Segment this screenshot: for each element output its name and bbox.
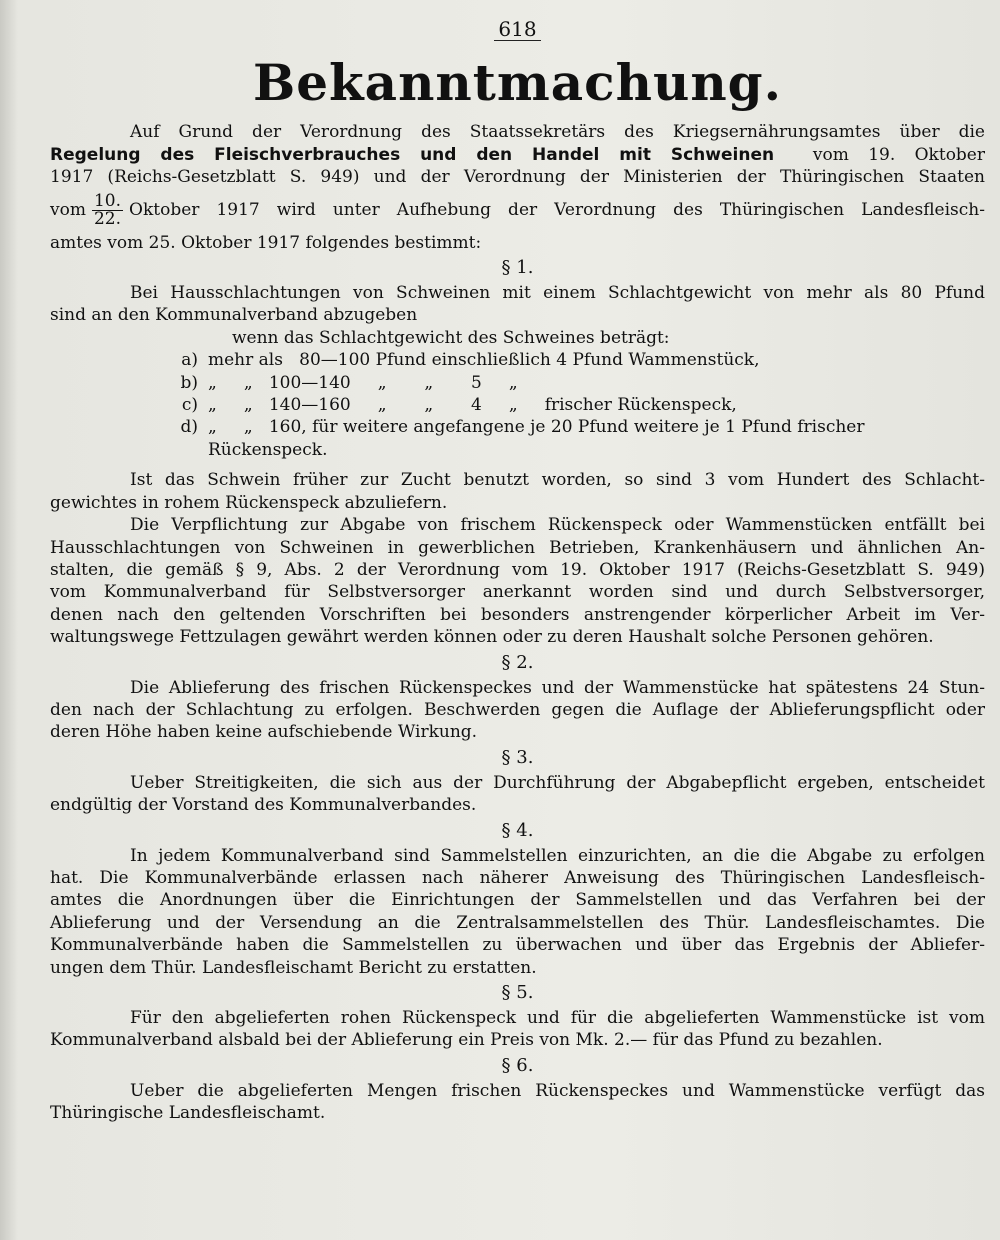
- text-line: sind an den Kommunalverband abzugeben: [50, 305, 418, 326]
- text-line: vom Kommunalverband für Selbstversorger anerkannt worden sind und durch Selbstversorger,: [50, 582, 985, 603]
- bold-heading-text: Regelung des Fleischverbrauches und den Handel mit Schweinen: [50, 144, 775, 165]
- text-line: Die Ablieferung des frischen Rückenspeckes und der Wammenstücke hat spätestens 24 Stun-: [130, 677, 985, 698]
- text-line: stalten, die gemäß § 9, Abs. 2 der Verordnung vom 19. Oktober 1917 (Reichs-Gesetzblatt S. 949): [50, 559, 985, 580]
- section-6: [50, 1080, 985, 1125]
- text-line: Ueber die abgelieferten Mengen frischen Rückenspeckes und Wammenstücke verfügt das: [130, 1080, 985, 1101]
- text-line: 1917 (Reichs-Gesetzblatt S. 949) und der Verordnung der Ministerien der Thüringischen Staaten: [50, 167, 985, 188]
- text-line: wenn das Schlachtgewicht des Schweines beträgt:: [232, 327, 670, 348]
- list-item: a) mehr als 80—100 Pfund einschließlich 4 Pfund Wammenstück,: [181, 350, 760, 371]
- text-line: Ist das Schwein früher zur Zucht benutzt worden, so sind 3 vom Hundert des Schlacht-: [130, 470, 985, 491]
- section-3: [50, 772, 985, 817]
- text-line: Ablieferung und der Versendung an die Zentralsammelstellen des Thür. Landesfleischamtes. Die: [50, 912, 985, 933]
- section-5: [50, 1007, 985, 1052]
- text-line: Die Verpflichtung zur Abgabe von frischem Rückenspeck oder Wammenstücken entfällt bei: [130, 515, 985, 536]
- text-line: Auf Grund der Verordnung des Staatssekretärs des Kriegsernährungsamtes über die: [130, 122, 985, 143]
- section-1: [50, 282, 985, 649]
- text-line: den nach der Schlachtung zu erfolgen. Beschwerden gegen die Auflage der Ablieferungspflicht oder: [50, 699, 985, 720]
- list-item: c) „ „ 140—160 „ „ 4 „ frischer Rückenspeck,: [181, 395, 737, 416]
- section-heading: § 2.: [501, 651, 534, 673]
- text-line: Kommunalverband alsbald bei der Ablieferung ein Preis von Mk. 2.— für das Pfund zu bezahlen.: [50, 1030, 883, 1051]
- text-line: Rückenspeck.: [208, 439, 328, 460]
- text-line: Kommunalverbände haben die Sammelstellen zu überwachen und über das Ergebnis der Abliefer-: [50, 935, 985, 956]
- text-line: Bei Hausschlachtungen von Schweinen mit einem Schlachtgewicht von mehr als 80 Pfund: [130, 283, 985, 304]
- text-line: ungen dem Thür. Landesfleischamt Bericht zu erstatten.: [50, 957, 537, 978]
- page-number: 618: [50, 18, 985, 41]
- section-heading: § 6.: [501, 1054, 534, 1076]
- text-line: amtes vom 25. Oktober 1917 folgendes bestimmt:: [50, 232, 482, 253]
- section-heading: § 1.: [501, 257, 534, 279]
- list-item: b) „ „ 100—140 „ „ 5 „: [180, 372, 518, 393]
- text-line: vom $\frac{10.}{22.}$ Oktober 1917 wird unter Aufhebung der Verordnung des Thüringischen Landesfleisch-: [50, 190, 985, 229]
- text-line: Hausschlachtungen von Schweinen in gewerblichen Betrieben, Krankenhäusern und ähnlichen An-: [50, 537, 985, 558]
- text-line: waltungswege Fettzulagen gewährt werden können oder zu deren Haushalt solche Personen gehören.: [50, 627, 934, 648]
- section-4: [50, 845, 985, 979]
- text-line: Ueber Streitigkeiten, die sich aus der Durchführung der Abgabepflicht ergeben, entscheidet: [130, 772, 985, 793]
- date-fraction: $\frac{10.}{22.}$: [93, 190, 122, 229]
- section-2: [50, 677, 985, 744]
- text-line: Regelung des Fleischverbrauches und den Handel mit Schweinen vom 19. Oktober: [50, 144, 985, 165]
- section-heading: § 5.: [501, 982, 534, 1003]
- text-line: deren Höhe haben keine aufschiebende Wirkung.: [50, 722, 478, 743]
- text-line: amtes die Anordnungen über die Einrichtungen der Sammelstellen und das Verfahren bei der: [50, 890, 985, 911]
- text-line: Thüringische Landesfleischamt.: [50, 1103, 326, 1124]
- text-line: denen nach den geltenden Vorschriften bei besonders anstrengender körperlicher Arbeit im Ver-: [50, 604, 985, 625]
- text-line: hat. Die Kommunalverbände erlassen nach näherer Anweisung des Thüringischen Landesfleisch-: [50, 867, 985, 888]
- document-title: Bekanntmachung.: [252, 53, 783, 113]
- text-line: Für den abgelieferten rohen Rückenspeck und für die abgelieferten Wammenstücke ist vom: [130, 1008, 985, 1028]
- section-heading: § 3.: [501, 746, 534, 768]
- text-line: In jedem Kommunalverband sind Sammelstellen einzurichten, an die die Abgabe zu erfolgen: [130, 845, 985, 866]
- text-line: gewichtes in rohem Rückenspeck abzuliefern.: [50, 492, 448, 513]
- section-heading: § 4.: [501, 819, 534, 841]
- intro-paragraph: [50, 121, 985, 254]
- text-line: endgültig der Vorstand des Kommunalverbandes.: [50, 795, 477, 816]
- list-item: d) „ „ 160, für weitere angefangene je 20 Pfund weitere je 1 Pfund frischer: [180, 417, 865, 438]
- document-content: [50, 18, 985, 1125]
